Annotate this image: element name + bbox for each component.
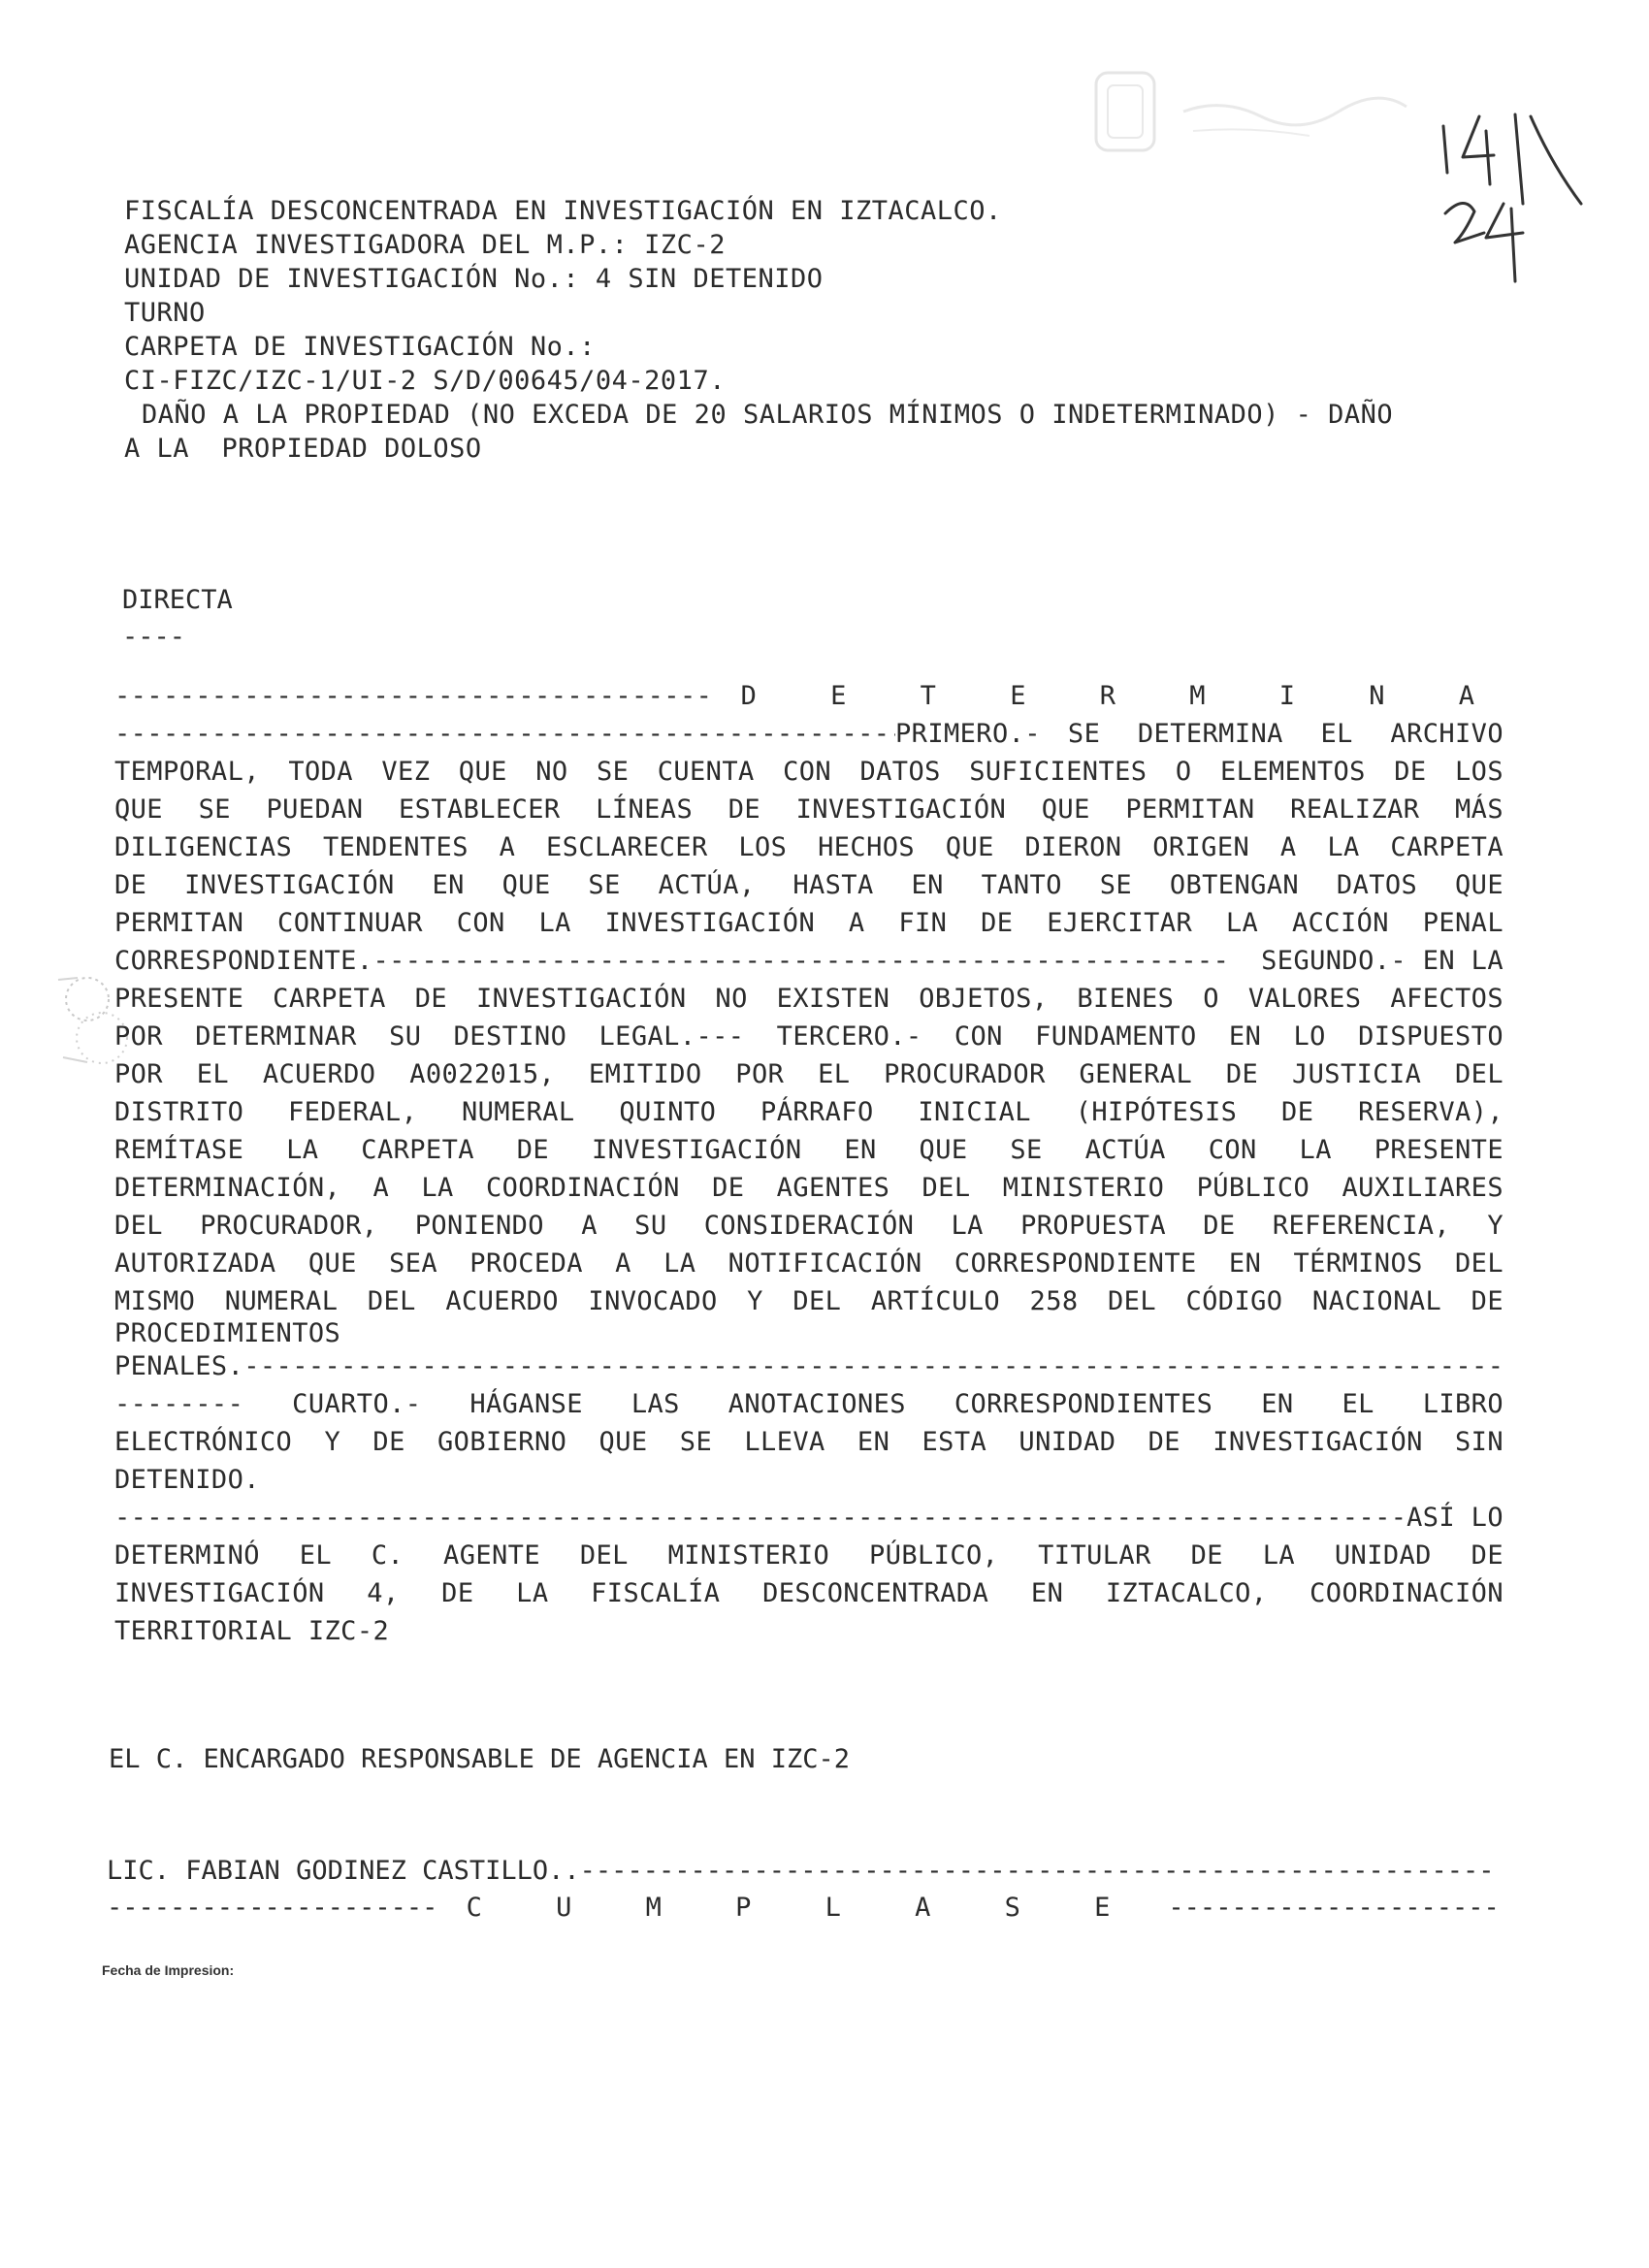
dash-fill [373, 942, 1233, 980]
segundo-line-7: DEL PROCURADOR, PONIENDO A SU CONSIDERACIÓN LA PROPUESTA DE REFERENCIA, Y [114, 1211, 1504, 1241]
primero-line-1: TEMPORAL, TODA VEZ QUE NO SE CUENTA CON DATOS SUFICIENTES O ELEMENTOS DE LOS [114, 757, 1504, 787]
dash-fill [114, 677, 712, 715]
header-agencia: AGENCIA INVESTIGADORA DEL M.P.: IZC-2 [124, 230, 726, 260]
penales-text: PENALES. [114, 1351, 244, 1381]
cumplase-line [107, 1890, 1499, 1927]
procedimientos-text: PROCEDIMIENTOS [114, 1318, 341, 1348]
header-delito-cont: A LA PROPIEDAD DOLOSO [124, 434, 482, 464]
primero-label: PRIMERO.- [895, 719, 1041, 749]
segundo-line-9: MISMO NUMERAL DEL ACUERDO INVOCADO Y DEL ARTÍCULO 258 DEL CÓDIGO NACIONAL DE [114, 1286, 1504, 1316]
segundo-first-text: SEGUNDO.- EN LA [1261, 946, 1504, 976]
header-carpeta-number: CI-FIZC/IZC-1/UI-2 S/D/00645/04-2017. [124, 366, 726, 396]
segundo-line-3: POR EL ACUERDO A0022015, EMITIDO POR EL PROCURADOR GENERAL DE JUSTICIA DEL [114, 1059, 1504, 1089]
directa-label: DIRECTA [122, 585, 233, 615]
cuarto-line-1: -------- CUARTO.- HÁGANSE LAS ANOTACIONES CORRESPONDIENTES EN EL LIBRO [114, 1389, 1504, 1419]
determina-line [114, 677, 1504, 715]
fecha-impresion-label: Fecha de Impresion: [102, 1962, 235, 1978]
segundo-line-1: PRESENTE CARPETA DE INVESTIGACIÓN NO EXISTEN OBJETOS, BIENES O VALORES AFECTOS [114, 984, 1504, 1014]
header-unidad: UNIDAD DE INVESTIGACIÓN No.: 4 SIN DETENIDO [124, 264, 824, 294]
faint-seal-mark [1086, 58, 1416, 165]
correspondiente-text: CORRESPONDIENTE. [114, 946, 373, 976]
header-delito: DAÑO A LA PROPIEDAD (NO EXCEDA DE 20 SALARIOS MÍNIMOS O INDETERMINADO) - DAÑO [142, 400, 1394, 430]
dash-fill [1168, 1890, 1499, 1927]
signer-title: EL C. ENCARGADO RESPONSABLE DE AGENCIA EN IZC-2 [109, 1744, 851, 1774]
segundo-line-4: DISTRITO FEDERAL, NUMERAL QUINTO PÁRRAFO INICIAL (HIPÓTESIS DE RESERVA), [114, 1097, 1504, 1127]
segundo-line-2: POR DETERMINAR SU DESTINO LEGAL.--- TERCERO.- CON FUNDAMENTO EN LO DISPUESTO [114, 1021, 1504, 1052]
primero-first-text: SE DETERMINA EL ARCHIVO [1067, 719, 1504, 749]
dash-fill [580, 1853, 1499, 1890]
segundo-line [114, 942, 1504, 980]
primero-line-4: DE INVESTIGACIÓN EN QUE SE ACTÚA, HASTA EN TANTO SE OBTENGAN DATOS QUE [114, 870, 1504, 900]
document-header [124, 194, 1521, 466]
penales-line [114, 1347, 1504, 1385]
header-fiscalia: FISCALÍA DESCONCENTRADA EN INVESTIGACIÓN EN IZTACALCO. [124, 196, 1002, 226]
document-body [114, 677, 1504, 1650]
detenido-text: DETENIDO. [114, 1465, 260, 1495]
dash-fill [114, 1499, 1406, 1537]
determino-line-2: INVESTIGACIÓN 4, DE LA FISCALÍA DESCONCENTRADA EN IZTACALCO, COORDINACIÓN [114, 1578, 1504, 1608]
signer-block [107, 1853, 1499, 1927]
signer-name: LIC. FABIAN GODINEZ CASTILLO.. [107, 1856, 580, 1886]
header-turno: TURNO [124, 298, 206, 328]
cumplase-text: C U M P L A S E [466, 1893, 1140, 1923]
header-carpeta-label: CARPETA DE INVESTIGACIÓN No.: [124, 332, 596, 362]
signer-name-line [107, 1853, 1499, 1890]
determina-heading: D E T E R M I N A [740, 681, 1504, 711]
dash-fill [114, 715, 895, 753]
segundo-line-5: REMÍTASE LA CARPETA DE INVESTIGACIÓN EN QUE SE ACTÚA CON LA PRESENTE [114, 1135, 1504, 1165]
asi-lo-text: ASÍ LO [1406, 1503, 1504, 1533]
directa-dashes: ---- [122, 622, 186, 652]
directa-block [122, 582, 233, 656]
territorial-text: TERRITORIAL IZC-2 [114, 1616, 390, 1646]
primero-line-2: QUE SE PUEDAN ESTABLECER LÍNEAS DE INVESTIGACIÓN QUE PERMITAN REALIZAR MÁS [114, 794, 1504, 825]
segundo-line-8: AUTORIZADA QUE SEA PROCEDA A LA NOTIFICACIÓN CORRESPONDIENTE EN TÉRMINOS DEL [114, 1248, 1504, 1279]
dash-fill [243, 1347, 1504, 1385]
asi-lo-line [114, 1499, 1504, 1537]
primero-line-5: PERMITAN CONTINUAR CON LA INVESTIGACIÓN A FIN DE EJERCITAR LA ACCIÓN PENAL [114, 908, 1504, 938]
cuarto-line-2: ELECTRÓNICO Y DE GOBIERNO QUE SE LLEVA EN ESTA UNIDAD DE INVESTIGACIÓN SIN [114, 1427, 1504, 1457]
determino-line-1: DETERMINÓ EL C. AGENTE DEL MINISTERIO PÚBLICO, TITULAR DE LA UNIDAD DE [114, 1540, 1504, 1571]
dash-fill [107, 1890, 437, 1927]
primero-line [114, 715, 1504, 753]
segundo-line-6: DETERMINACIÓN, A LA COORDINACIÓN DE AGENTES DEL MINISTERIO PÚBLICO AUXILIARES [114, 1173, 1504, 1203]
primero-line-3: DILIGENCIAS TENDENTES A ESCLARECER LOS HECHOS QUE DIERON ORIGEN A LA CARPETA [114, 832, 1504, 862]
